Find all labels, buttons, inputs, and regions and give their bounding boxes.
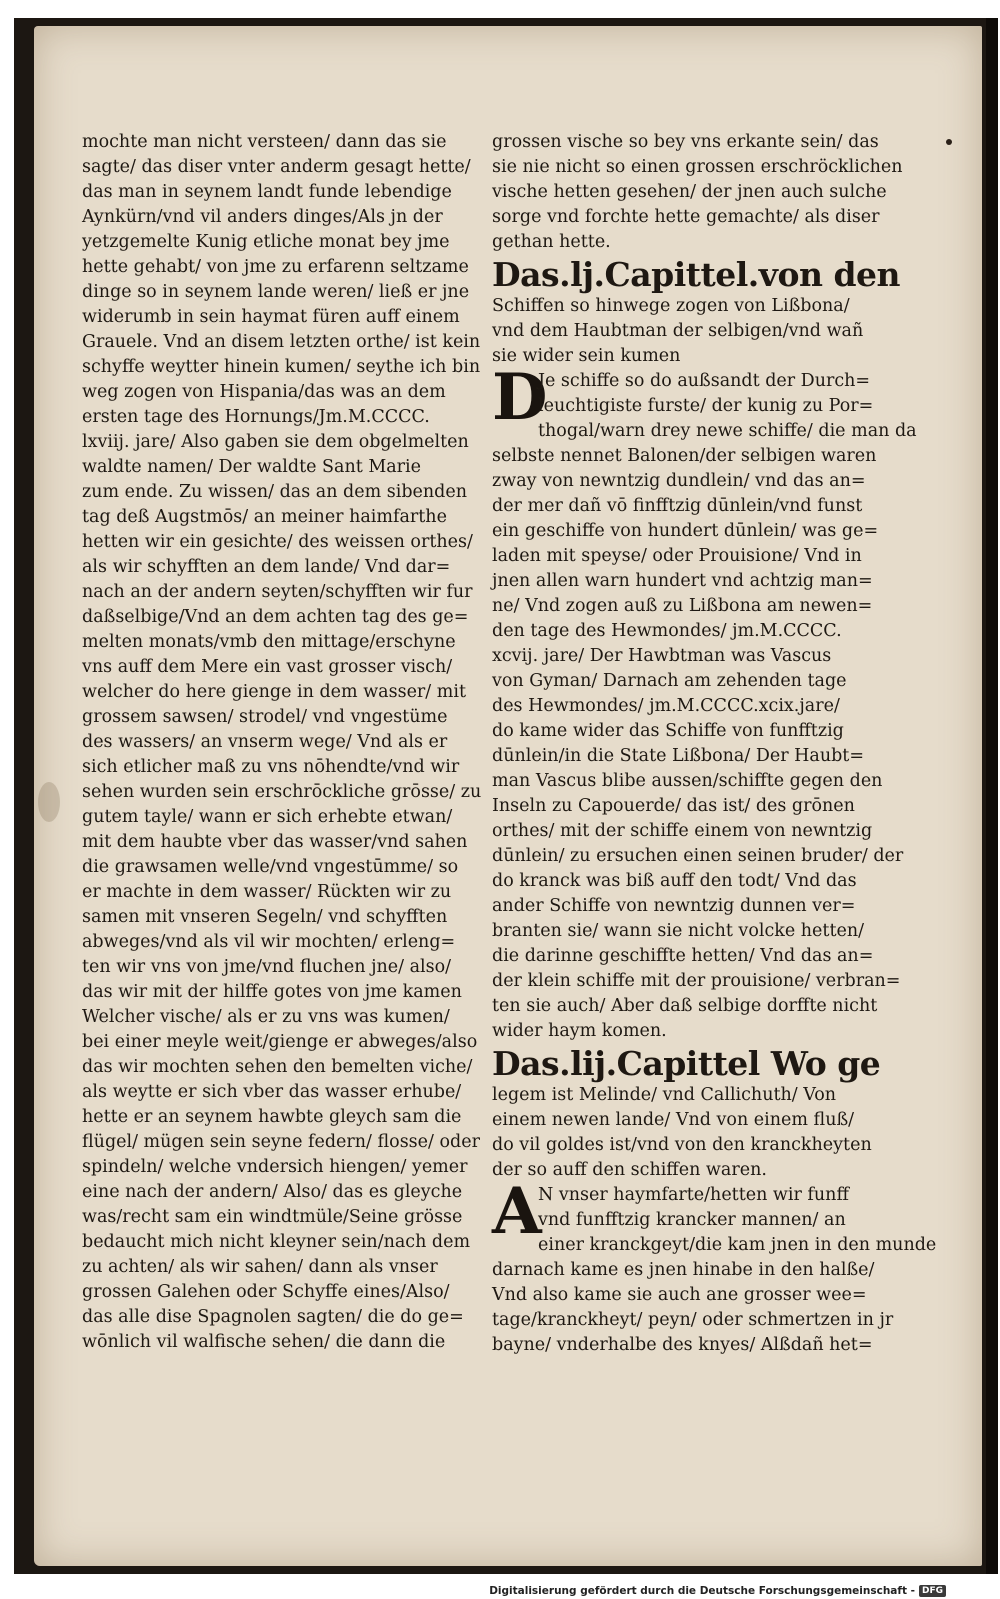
scan-background xyxy=(14,18,998,1574)
text-line: Inseln zu Capouerde/ das ist/ des grōnen xyxy=(492,796,855,816)
text-line: sagte/ das diser vnter anderm gesagt hette/ xyxy=(82,157,471,177)
footer-credit: Digitalisierung gefördert durch die Deutsche Forschungsgemeinschaft - xyxy=(489,1585,915,1597)
chapter-52-body-lines xyxy=(492,1174,937,1358)
text-line: ersten tage des Hornungs/Jm.M.CCCC. xyxy=(82,407,430,427)
dfg-logo: DFG xyxy=(919,1585,946,1597)
text-line: den tage des Hewmondes/ jm.M.CCCC. xyxy=(492,621,842,641)
text-line: vnd dem Haubtman der selbigen/vnd wañ xyxy=(492,321,864,341)
text-line: als wir schyfften an dem lande/ Vnd dar= xyxy=(82,557,451,577)
text-line: jnen allen warn hundert vnd achtzig man= xyxy=(492,571,873,591)
text-line: laden mit speyse/ oder Prouisione/ Vnd in xyxy=(492,546,862,566)
text-line: der mer dañ vō finfftzig dūnlein/vnd funst xyxy=(492,496,863,516)
chapter-51-body-lines xyxy=(492,360,917,1044)
text-line: darnach kame es jnen hinabe in den halße/ xyxy=(492,1260,875,1280)
text-line: dūnlein/ zu ersuchen einen seinen bruder/ der xyxy=(492,846,904,866)
text-line: ten sie auch/ Aber daß selbige dorffte nicht xyxy=(492,996,878,1016)
text-line: dūnlein/in die State Lißbona/ Der Haubt= xyxy=(492,746,865,766)
chapter-51-body xyxy=(492,360,917,1044)
text-line: Schiffen so hinwege zogen von Lißbona/ xyxy=(492,296,850,316)
text-line: zway von newntzig dundlein/ vnd das an= xyxy=(492,471,866,491)
text-line: branten sie/ wann sie nicht volcke hetten/ xyxy=(492,921,864,941)
text-line: ein geschiffe von hundert dūnlein/ was ge= xyxy=(492,521,879,541)
text-line: tag deß Augstmōs/ an meiner haimfarthe xyxy=(82,507,447,527)
text-line: das man in seynem landt funde lebendige xyxy=(82,182,452,202)
text-line: leuchtigiste furste/ der kunig zu Por= xyxy=(538,396,874,416)
text-line: einer kranckgeyt/die kam jnen in den munde xyxy=(538,1235,937,1255)
text-line: eine nach der andern/ Also/ das es gleyche xyxy=(82,1182,463,1202)
text-line: zu achten/ als wir sahen/ dann als vnser xyxy=(82,1257,438,1277)
chapter-52-heading: Das.lij.Capittel Wo ge xyxy=(492,1044,881,1083)
text-line: weg zogen von Hispania/das was an dem xyxy=(82,382,446,402)
text-line: grossen vische so bey vns erkante sein/ das xyxy=(492,132,879,152)
text-line: ander Schiffe von newntzig dunnen ver= xyxy=(492,896,856,916)
text-line: mochte man nicht versteen/ dann das sie xyxy=(82,132,447,152)
text-line: widerumb in sein haymat füren auff einem xyxy=(82,307,460,327)
text-line: vische hetten gesehen/ der jnen auch sulche xyxy=(492,182,887,202)
text-line: hette er an seynem hawbte gleych sam die xyxy=(82,1107,462,1127)
book-edge xyxy=(986,18,998,1574)
text-line: waldte namen/ Der waldte Sant Marie xyxy=(82,457,421,477)
text-line: tage/kranckheyt/ peyn/ oder schmertzen in jr xyxy=(492,1310,894,1330)
chapter-51-initial: D xyxy=(492,360,548,435)
text-line: do kame wider das Schiffe von funfftzig xyxy=(492,721,844,741)
text-line: nach an der andern seyten/schyfften wir fur xyxy=(82,582,473,602)
text-line: Vnd also kame sie auch ane grosser wee= xyxy=(492,1285,867,1305)
text-line: dinge so in seynem lande weren/ ließ er jne xyxy=(82,282,470,302)
text-line: vns auff dem Mere ein vast grosser visch/ xyxy=(82,657,453,677)
text-line: er machte in dem wasser/ Rückten wir zu xyxy=(82,882,452,902)
chapter-52-subheading xyxy=(492,1083,872,1183)
text-line: selbste nennet Balonen/der selbigen waren xyxy=(492,446,877,466)
text-line: des wassers/ an vnserm wege/ Vnd als er xyxy=(82,732,448,752)
right-column xyxy=(492,130,937,1358)
right-column-intro xyxy=(492,130,903,255)
left-column xyxy=(82,130,482,1355)
ink-spot xyxy=(946,139,952,145)
text-line: thogal/warn drey newe schiffe/ die man da xyxy=(538,421,917,441)
chapter-52-initial: A xyxy=(492,1174,542,1249)
text-line: abweges/vnd als vil wir mochten/ erleng= xyxy=(82,932,456,952)
text-line: yetzgemelte Kunig etliche monat bey jme xyxy=(82,232,450,252)
text-line: do kranck was biß auff den todt/ Vnd das xyxy=(492,871,857,891)
text-line: sie nie nicht so einen grossen erschröcklichen xyxy=(492,157,903,177)
text-line: der klein schiffe mit der prouisione/ verbran= xyxy=(492,971,901,991)
text-line: N vnser haymfarte/hetten wir funff xyxy=(538,1185,849,1205)
text-line: sich etlicher maß zu vns nōhendte/vnd wir xyxy=(82,757,460,777)
text-line: melten monats/vmb den mittage/erschyne xyxy=(82,632,456,652)
text-line: sorge vnd forchte hette gemachte/ als diser xyxy=(492,207,880,227)
text-line: von Gyman/ Darnach am zehenden tage xyxy=(492,671,847,691)
text-line: legem ist Melinde/ vnd Callichuth/ Von xyxy=(492,1085,837,1105)
text-line: flügel/ mügen sein seyne federn/ flosse/ oder xyxy=(82,1132,480,1152)
text-line: hetten wir ein gesichte/ des weissen orthes/ xyxy=(82,532,473,552)
text-line: ten wir vns von jme/vnd fluchen jne/ also/ xyxy=(82,957,452,977)
text-line: wider haym komen. xyxy=(492,1021,667,1041)
text-line: hette gehabt/ von jme zu erfarenn seltzame xyxy=(82,257,469,277)
text-line: als weytte er sich vber das wasser erhube/ xyxy=(82,1082,462,1102)
text-line: das wir mit der hilffe gotes von jme kamen xyxy=(82,982,462,1002)
text-line: welcher do here gienge in dem wasser/ mit xyxy=(82,682,466,702)
text-line: einem newen lande/ Vnd von einem fluß/ xyxy=(492,1110,855,1130)
text-line: do vil goldes ist/vnd von den kranckheyten xyxy=(492,1135,872,1155)
text-line: zum ende. Zu wissen/ das an dem sibenden xyxy=(82,482,467,502)
chapter-51-subheading xyxy=(492,294,872,369)
text-line: orthes/ mit der schiffe einem von newntzig xyxy=(492,821,873,841)
text-line: die grawsamen welle/vnd vngestūmme/ so xyxy=(82,857,459,877)
digitization-footer xyxy=(489,1585,946,1597)
text-line: man Vascus blibe aussen/schiffte gegen den xyxy=(492,771,883,791)
text-line: ne/ Vnd zogen auß zu Lißbona am newen= xyxy=(492,596,873,616)
text-line: gutem tayle/ wann er sich erhebte etwan/ xyxy=(82,807,453,827)
text-line: Welcher vische/ als er zu vns was kumen/ xyxy=(82,1007,450,1027)
text-line: das alle dise Spagnolen sagten/ die do ge= xyxy=(82,1307,464,1327)
text-line: daßselbige/Vnd an dem achten tag des ge= xyxy=(82,607,469,627)
text-line: der so auff den schiffen waren. xyxy=(492,1160,767,1180)
text-line: das wir mochten sehen den bemelten viche/ xyxy=(82,1057,473,1077)
text-line: spindeln/ welche vndersich hiengen/ yemer xyxy=(82,1157,468,1177)
text-line: bayne/ vnderhalbe des knyes/ Alßdañ het= xyxy=(492,1335,873,1355)
text-line: bedaucht mich nicht kleyner sein/nach dem xyxy=(82,1232,471,1252)
page-stain xyxy=(38,782,60,822)
book-page xyxy=(34,26,982,1566)
text-line: was/recht sam ein windtmüle/Seine grösse xyxy=(82,1207,463,1227)
text-line: grossem sawsen/ strodel/ vnd vngestüme xyxy=(82,707,448,727)
text-line: Aynkürn/vnd vil anders dinges/Als jn der xyxy=(82,207,443,227)
text-line: Je schiffe so do außsandt der Durch= xyxy=(538,371,871,391)
text-line: samen mit vnseren Segeln/ vnd schyfften xyxy=(82,907,448,927)
text-line: des Hewmondes/ jm.M.CCCC.xcix.jare/ xyxy=(492,696,840,716)
text-line: grossen Galehen oder Schyffe eines/Also/ xyxy=(82,1282,450,1302)
text-line: sie wider sein kumen xyxy=(492,346,681,366)
text-line: Grauele. Vnd an disem letzten orthe/ ist kein xyxy=(82,332,481,352)
text-line: die darinne geschiffte hetten/ Vnd das an= xyxy=(492,946,874,966)
text-line: mit dem haubte vber das wasser/vnd sahen xyxy=(82,832,468,852)
text-line: gethan hette. xyxy=(492,232,611,252)
text-line: sehen wurden sein erschrōckliche grōsse/ zu xyxy=(82,782,482,802)
text-line: bei einer meyle weit/gienge er abweges/also xyxy=(82,1032,478,1052)
text-line: lxviij. jare/ Also gaben sie dem obgelmelten xyxy=(82,432,469,452)
text-line: wōnlich vil walfische sehen/ die dann die xyxy=(82,1332,446,1352)
text-line: vnd funfftzig krancker mannen/ an xyxy=(538,1210,846,1230)
chapter-52-body xyxy=(492,1174,937,1358)
text-line: xcvij. jare/ Der Hawbtman was Vascus xyxy=(492,646,832,666)
text-line: schyffe weytter hinein kumen/ seythe ich bin xyxy=(82,357,481,377)
chapter-51-heading: Das.lj.Capittel.von den xyxy=(492,255,901,294)
